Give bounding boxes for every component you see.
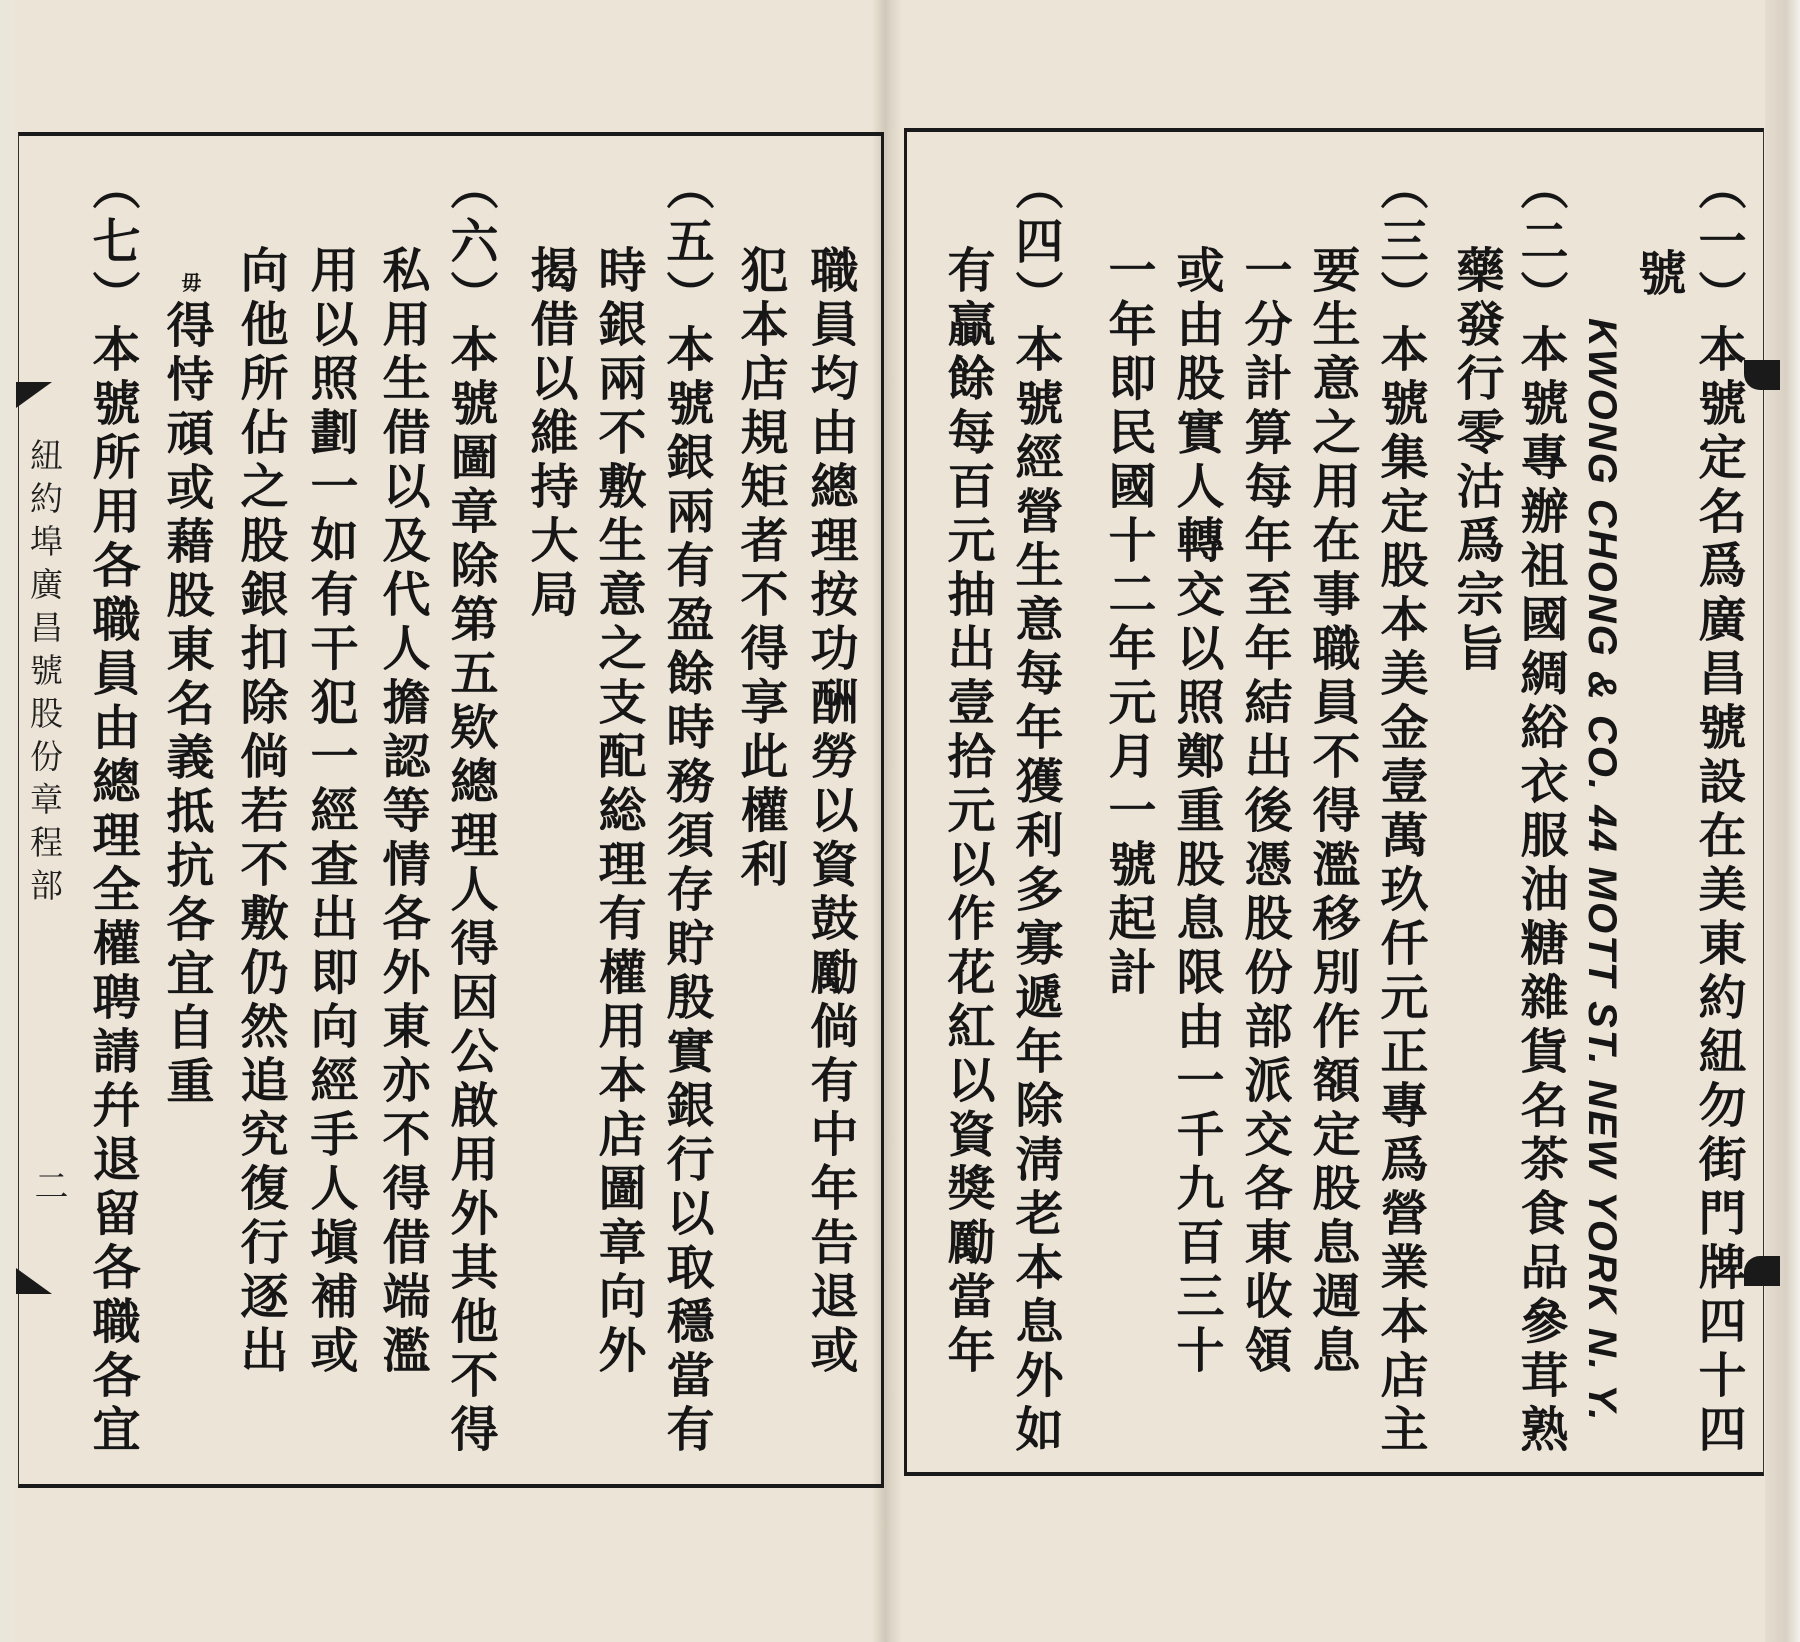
- article-3-line: 或由股實人轉交以照鄭重股息限由一千九百三十: [1168, 245, 1224, 1379]
- edge-tab-mark: [1744, 360, 1780, 390]
- fishtail-mark-top: [16, 382, 52, 408]
- article-3-line: 一分計算每年至年結出後憑股份部派交各東收領: [1236, 245, 1292, 1379]
- article-4-line: 有贏餘每百元抽出壹拾元以作花紅以資獎勵當年: [939, 245, 995, 1379]
- folio-number: 二: [28, 1168, 68, 1202]
- article-5-line: （五）本號銀兩有盈餘時務須存貯殷實銀行以取穩當有: [658, 162, 714, 1458]
- article-6-line: 私用生借以及代人擔認等情各外東亦不得借端濫: [374, 245, 430, 1379]
- article-3-line: （三）本號集定股本美金壹萬玖仟元正專爲營業本店主: [1372, 162, 1428, 1458]
- article-6-line: 得恃頑或藉股東名義抵抗各宜自重: [158, 300, 214, 1110]
- article-2-line: 藥發行零沽爲宗旨: [1448, 245, 1504, 677]
- english-address: KWONG CHONG & CO. 44 MOTT ST. NEW YORK N. Y.: [1580, 318, 1624, 1423]
- article-4-continued-line: 犯本店規矩者不得享此權利: [732, 245, 788, 893]
- article-5-line: 時銀兩不敷生意之支配総理有權用本店圖章向外: [590, 245, 646, 1379]
- article-6-line: 用以照劃一如有干犯一經查出即向經手人塡補或: [302, 245, 358, 1379]
- article-3-line: 一年即民國十二年元月一號起計: [1100, 245, 1156, 1001]
- article-2-line: （二）本號專辦祖國綢綌衣服油糖雜貨名茶食品參茸熟: [1512, 162, 1568, 1458]
- article-1-line: 號: [1630, 248, 1686, 302]
- article-3-line: 要生意之用在事職員不得濫移別作額定股息週息: [1304, 245, 1360, 1379]
- article-5-line: 揭借以維持大局: [522, 245, 578, 623]
- article-6-line: 向他所佔之股銀扣除倘若不敷仍然追究復行逐出: [232, 245, 288, 1379]
- article-4-continued-line: 職員均由總理按功酬勞以資鼓勵倘有中年告退或: [802, 245, 858, 1379]
- page-edge: [1765, 0, 1800, 1642]
- article-4-line: （四）本號經營生意每年獲利多寡遞年除淸老本息外如: [1007, 162, 1063, 1458]
- margin-title: 紐約埠廣昌號股份章程部: [25, 438, 64, 911]
- edge-tab-mark: [1744, 1256, 1780, 1286]
- article-7-line: （七）本號所用各職員由總理全權聘請幷退留各職各宜: [84, 162, 140, 1458]
- interlinear-note: 毋: [178, 272, 202, 292]
- article-6-line: （六）本號圖章除第五欵總理人得因公啟用外其他不得: [442, 162, 498, 1458]
- article-1-line: （一）本號定名爲廣昌號設在美東約紐勿街門牌四十四: [1690, 162, 1746, 1458]
- fishtail-mark-bottom: [16, 1268, 52, 1294]
